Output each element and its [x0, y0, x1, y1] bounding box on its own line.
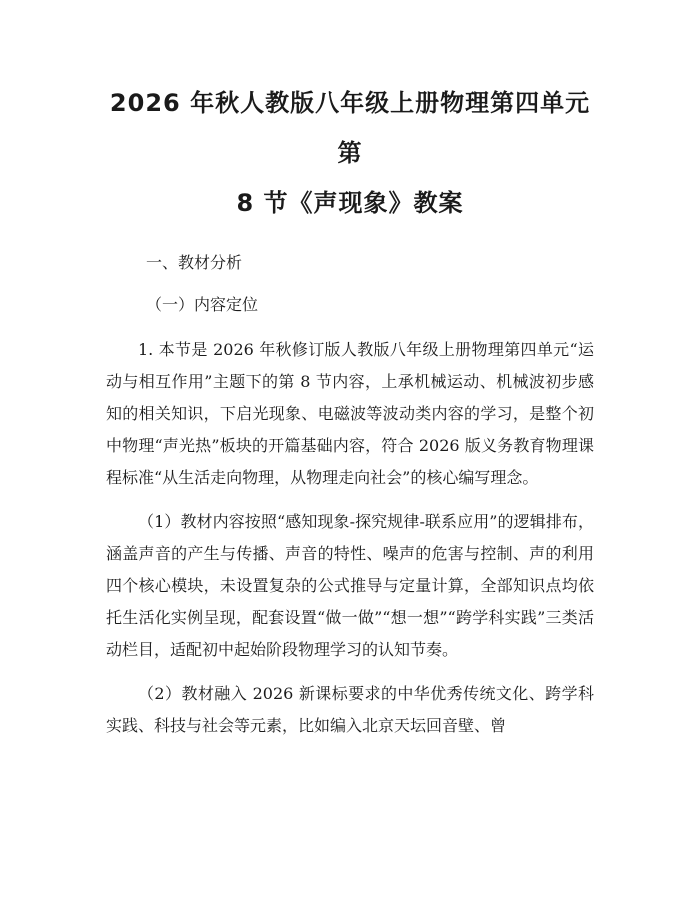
- title-line-2: 8 节《声现象》教案: [236, 189, 464, 217]
- paragraph-3: （2）教材融入 2026 新课标要求的中华优秀传统文化、跨学科实践、科技与社会等元素，比如编入北京天坛回音壁、曾: [106, 684, 594, 735]
- document-title: [106, 78, 594, 228]
- paragraph-1: 1. 本节是 2026 年秋修订版人教版八年级上册物理第四单元“运动与相互作用”主题下的第 8 节内容，上承机械运动、机械波初步感知的相关知识，下启光现象、电磁波等波动类内容的学习，是整个初中物理“声光热”板块的开篇基础内容，符合 2026 版义务教育物理课程标准“从生活走向物理，从物理走向社会”的核心编写理念。: [106, 340, 594, 487]
- title-line-1: 2026 年秋人教版八年级上册物理第四单元第: [109, 89, 591, 167]
- subsection-heading: （一）内容定位: [146, 295, 259, 314]
- paragraph-2: （1）教材内容按照“感知现象-探究规律-联系应用”的逻辑排布，涵盖声音的产生与传播、声音的特性、噪声的危害与控制、声的利用四个核心模块，未设置复杂的公式推导与定量计算，全部知识点均依托生活化实例呈现，配套设置“做一做”“想一想”“跨学科实践”三类活动栏目，适配初中起始阶段物理学习的认知节奏。: [106, 512, 594, 659]
- section-heading: 一、教材分析: [146, 253, 243, 272]
